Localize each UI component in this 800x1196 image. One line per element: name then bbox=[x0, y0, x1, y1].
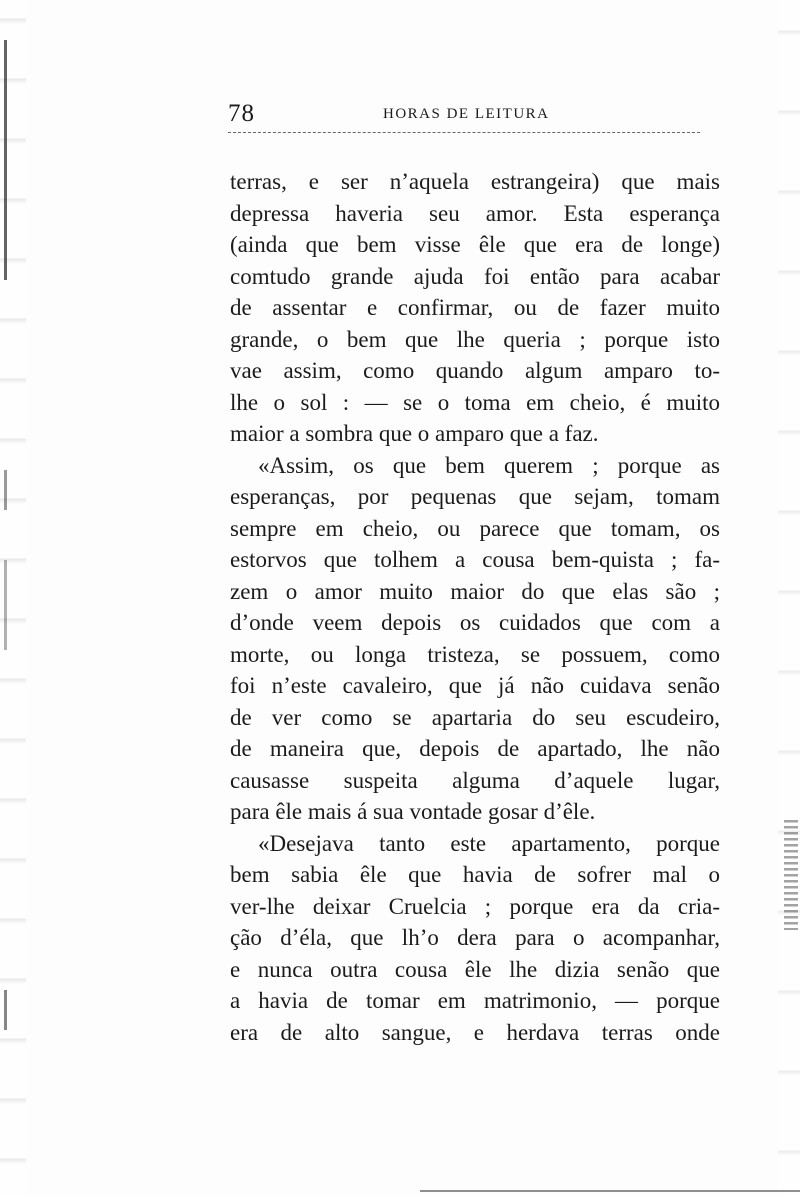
scan-mark bbox=[4, 470, 7, 510]
text-line: comtudo grande ajuda foi então para acabar bbox=[230, 263, 720, 289]
text-line: depressa haveria seu amor. Esta esperança bbox=[230, 200, 720, 226]
text-line: (ainda que bem visse êle que era de longe) bbox=[230, 232, 720, 257]
scan-mark bbox=[784, 820, 798, 930]
text-line: ver-lhe deixar Cruelcia ; porque era da cria- bbox=[230, 893, 720, 919]
scan-edge-right bbox=[778, 0, 800, 1196]
text-line: e nunca outra cousa êle lhe dizia senão que bbox=[230, 956, 720, 982]
scan-mark bbox=[4, 560, 7, 650]
text-line: maior a sombra que o amparo que a faz. bbox=[230, 421, 599, 446]
text-line: ção d’éla, que lh’o dera para o acompanhar, bbox=[230, 925, 720, 950]
scan-mark bbox=[4, 990, 7, 1030]
running-head: HORAS DE LEITURA bbox=[383, 106, 550, 122]
text-line: de assentar e confirmar, ou de fazer muito bbox=[230, 295, 720, 320]
text-line: esperanças, por pequenas que sejam, tomam bbox=[230, 484, 720, 509]
text-line: a havia de tomar em matrimonio, — porque bbox=[230, 988, 720, 1013]
text-line: bem sabia êle que havia de sofrer mal o bbox=[230, 862, 720, 887]
page-number: 78 bbox=[228, 100, 255, 127]
text-line: de ver como se apartaria do seu escudeiro, bbox=[230, 704, 720, 730]
text-line: estorvos que tolhem a cousa bem-quista ; fa- bbox=[230, 547, 720, 572]
text-line: d’onde veem depois os cuidados que com a bbox=[230, 610, 720, 635]
text-line: para êle mais á sua vontade gosar d’êle. bbox=[230, 799, 596, 824]
scan-edge-bottom bbox=[420, 1190, 800, 1192]
text-line: de maneira que, depois de apartado, lhe não bbox=[230, 736, 720, 761]
text-line: era de alto sangue, e herdava terras onde bbox=[230, 1019, 720, 1045]
text-line: causasse suspeita alguma d’aquele lugar, bbox=[230, 767, 720, 793]
text-line: sempre em cheio, ou parece que tomam, os bbox=[230, 515, 720, 541]
page-header bbox=[228, 100, 700, 134]
header-rule bbox=[228, 132, 700, 133]
text-line: zem o amor muito maior do que elas são ; bbox=[230, 578, 720, 604]
text-line: morte, ou longa tristeza, se possuem, como bbox=[230, 641, 720, 667]
text-line: vae assim, como quando algum amparo to- bbox=[230, 358, 720, 383]
text-line: terras, e ser n’aquela estrangeira) que mais bbox=[230, 169, 720, 194]
text-line: «Assim, os que bem querem ; porque as bbox=[258, 452, 720, 478]
scan-mark bbox=[4, 40, 7, 280]
text-line: «Desejava tanto este apartamento, porque bbox=[258, 830, 720, 856]
text-line: grande, o bem que lhe queria ; porque isto bbox=[230, 326, 720, 352]
text-line: foi n’este cavaleiro, que já não cuidava senão bbox=[230, 673, 720, 698]
body-text bbox=[230, 166, 720, 1048]
text-line: lhe o sol : — se o toma em cheio, é muito bbox=[230, 389, 720, 415]
